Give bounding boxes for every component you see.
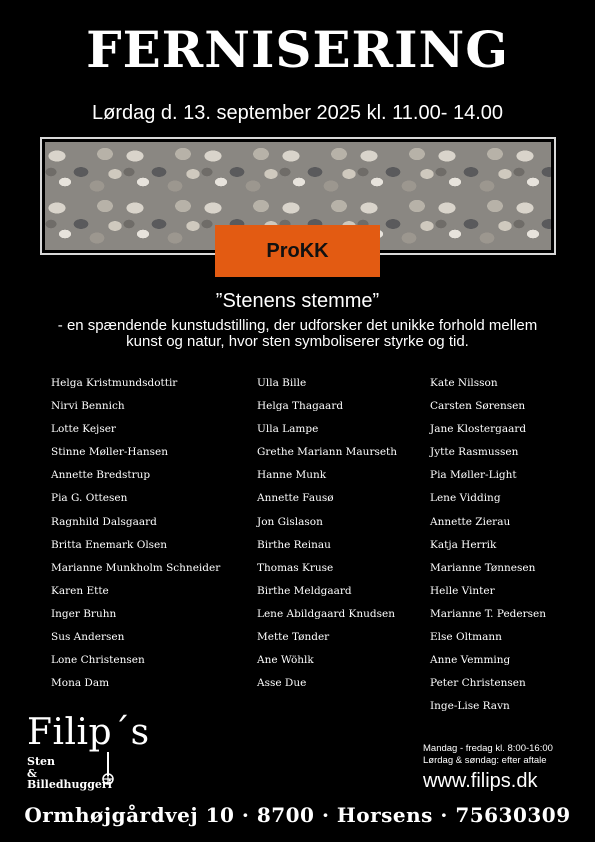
artist-column-2	[257, 372, 397, 695]
event-date: Lørdag d. 13. september 2025 kl. 11.00- 14.00	[91, 102, 503, 124]
artist-column-1	[51, 372, 220, 695]
exhibition-description: - en spændende kunstudstilling, der udforsker det unikke forhold mellem kunst og natur, hvor sten symboliserer styrke og tid.	[57, 317, 538, 350]
logo-line-billedhuggeri: Billedhuggeri	[27, 778, 112, 791]
hours-weekdays: Mandag - fredag kl. 8:00-16:00	[423, 743, 553, 754]
artist-name: Ragnhild Dalsgaard	[51, 515, 157, 528]
artist-name: Marianne T. Pedersen	[430, 607, 546, 620]
artist-name: Anne Vemming	[430, 654, 511, 667]
artist-name: Nirvi Bennich	[51, 400, 125, 413]
opening-hours	[423, 743, 583, 767]
prokk-badge: ProKK	[215, 225, 380, 277]
artist-name: Jytte Rasmussen	[430, 446, 519, 459]
artist-name: Sus Andersen	[51, 631, 125, 644]
artist-name: Helga Kristmundsdottir	[51, 377, 178, 389]
artist-name: Lotte Kejser	[51, 423, 116, 436]
artist-name: Thomas Kruse	[257, 561, 334, 574]
artist-name: Mette Tønder	[257, 631, 330, 644]
logo-line-sten: Sten	[27, 755, 56, 768]
artist-name: Grethe Mariann Maurseth	[257, 446, 398, 459]
exhibition-title: ”Stenens stemme”	[215, 290, 380, 312]
artist-name: Annette Fausø	[257, 492, 334, 505]
hammer-chisel-icon	[95, 752, 121, 786]
artist-name: Marianne Tønnesen	[430, 561, 536, 574]
logo-name: Filip´s	[27, 712, 150, 753]
artist-name: Stinne Møller-Hansen	[51, 446, 168, 459]
artist-name: Mona Dam	[51, 677, 110, 690]
artist-name: Else Oltmann	[430, 631, 502, 644]
artist-name: Marianne Munkholm Schneider	[51, 561, 221, 574]
artist-name: Helle Vinter	[430, 584, 495, 597]
artist-name: Lene Vidding	[430, 492, 501, 505]
poster-title: FERNISERING	[86, 20, 509, 79]
artist-name: Lone Christensen	[51, 654, 145, 667]
artist-name: Annette Zierau	[430, 515, 511, 528]
artist-name: Kate Nilsson	[430, 377, 498, 389]
artist-name: Katja Herrik	[430, 538, 497, 551]
filips-logo	[27, 712, 167, 798]
artist-name: Helga Thagaard	[257, 400, 344, 413]
artist-name: Birthe Meldgaard	[257, 584, 352, 597]
website-link[interactable]: www.filips.dk	[423, 770, 538, 792]
artist-name: Pia G. Ottesen	[51, 492, 128, 505]
artist-name: Pia Møller-Light	[430, 469, 517, 482]
artist-name: Jon Gislason	[257, 515, 323, 528]
hours-weekend: Lørdag & søndag: efter aftale	[423, 755, 547, 766]
artist-column-3	[430, 372, 546, 718]
artist-name: Ane Wöhlk	[257, 654, 314, 667]
artist-name: Inge-Lise Ravn	[430, 700, 510, 713]
artist-name: Peter Christensen	[430, 677, 526, 690]
address-line: Ormhøjgårdvej 10 · 8700 · Horsens · 75630309	[24, 803, 571, 827]
artist-name: Inger Bruhn	[51, 607, 117, 620]
artist-name: Karen Ette	[51, 584, 109, 597]
artist-name: Britta Enemark Olsen	[51, 538, 168, 551]
artist-name: Hanne Munk	[257, 469, 327, 482]
artist-name: Ulla Bille	[257, 377, 307, 389]
artist-name: Annette Bredstrup	[51, 469, 151, 482]
artist-name: Lene Abildgaard Knudsen	[257, 607, 396, 620]
artist-name: Jane Klostergaard	[430, 423, 527, 436]
artist-name: Carsten Sørensen	[430, 400, 526, 413]
artist-name: Asse Due	[257, 677, 307, 690]
artist-name: Ulla Lampe	[257, 423, 319, 436]
logo-line-amp: &	[27, 766, 37, 780]
artist-name: Birthe Reinau	[257, 538, 331, 551]
